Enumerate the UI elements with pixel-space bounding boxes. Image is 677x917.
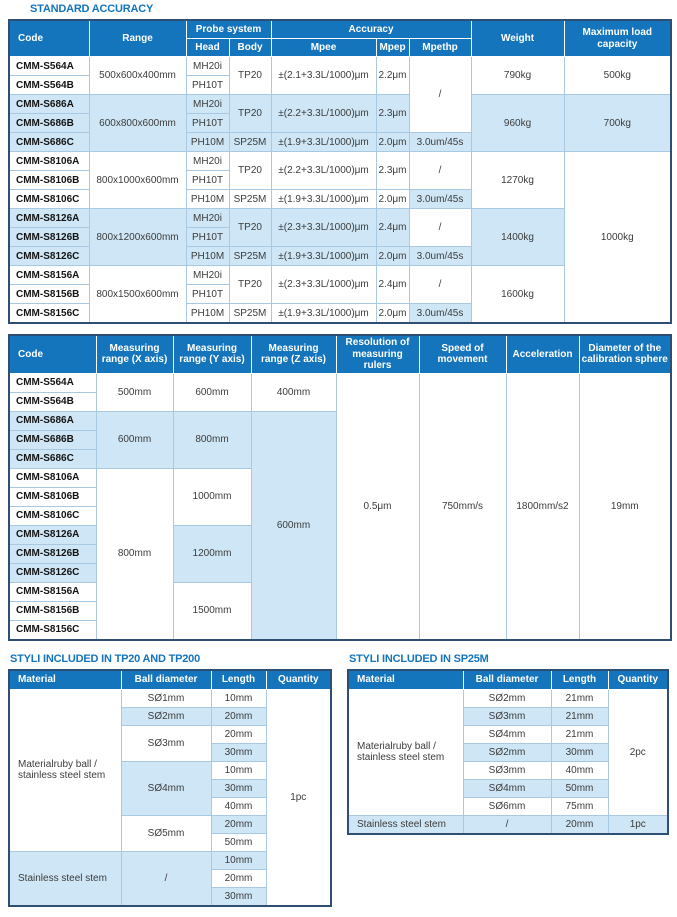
table-cell: PH10T xyxy=(186,76,229,95)
column-header: Measuring range (X axis) xyxy=(96,335,173,373)
styli-sp25m-block xyxy=(347,653,669,835)
column-header: Length xyxy=(551,670,608,690)
table-row xyxy=(9,373,671,392)
code-cell: CMM-S686A xyxy=(9,95,89,114)
code-cell: CMM-S8106B xyxy=(9,171,89,190)
table-cell: 3.0um/45s xyxy=(409,247,471,266)
column-header: Quantity xyxy=(608,670,668,690)
styli-tp20-block xyxy=(8,653,332,907)
table-cell: 20mm xyxy=(211,869,266,887)
table-cell: SP25M xyxy=(229,247,271,266)
column-header: Ball diameter xyxy=(463,670,551,690)
column-header: Speed of movement xyxy=(419,335,506,373)
code-cell: CMM-S8106A xyxy=(9,152,89,171)
table-cell: SØ1mm xyxy=(121,689,211,707)
table-cell: 1000kg xyxy=(564,152,671,324)
table-cell: 600mm xyxy=(251,411,336,640)
table-cell: 2.4μm xyxy=(376,209,409,247)
table-cell: 2.0μm xyxy=(376,190,409,209)
table-cell: SP25M xyxy=(229,133,271,152)
code-cell: CMM-S564A xyxy=(9,373,96,392)
table-cell: PH10T xyxy=(186,228,229,247)
table-cell: ±(2.2+3.3L/1000)μm xyxy=(271,95,376,133)
table-cell: 750mm/s xyxy=(419,373,506,640)
table-cell: PH10M xyxy=(186,247,229,266)
table-cell: 30mm xyxy=(211,779,266,797)
table-cell: 20mm xyxy=(211,707,266,725)
column-header: Diameter of the calibration sphere xyxy=(579,335,671,373)
table-cell: / xyxy=(409,152,471,190)
table-cell: / xyxy=(121,851,211,906)
table-cell: 500mm xyxy=(96,373,173,411)
code-cell: CMM-S8126B xyxy=(9,228,89,247)
table-cell: Stainless steel stem xyxy=(348,815,463,834)
table-cell: 1500mm xyxy=(173,582,251,640)
section-title-styli-tp20: STYLI INCLUDED IN TP20 AND TP200 xyxy=(10,652,201,665)
table-cell: SØ3mm xyxy=(463,707,551,725)
column-header: Material xyxy=(348,670,463,690)
table-cell: Materialruby ball / stainless steel stem xyxy=(9,689,121,851)
table-cell: 2.0μm xyxy=(376,247,409,266)
table-cell: 19mm xyxy=(579,373,671,640)
code-cell: CMM-S8126A xyxy=(9,525,96,544)
column-header: Material xyxy=(9,670,121,690)
table-cell: 10mm xyxy=(211,851,266,869)
table-cell: MH20i xyxy=(186,95,229,114)
column-header: Acceleration xyxy=(506,335,579,373)
table-cell: SØ3mm xyxy=(121,725,211,761)
table-cell: 1600kg xyxy=(471,266,564,324)
table-cell: 3.0um/45s xyxy=(409,304,471,324)
styli-tp20-table xyxy=(8,669,332,907)
code-cell: CMM-S8156A xyxy=(9,582,96,601)
table-cell: ±(1.9+3.3L/1000)μm xyxy=(271,190,376,209)
table-cell: 1800mm/s2 xyxy=(506,373,579,640)
styli-sp25m-table xyxy=(347,669,669,835)
code-cell: CMM-S8126C xyxy=(9,247,89,266)
column-header: Measuring range (Z axis) xyxy=(251,335,336,373)
code-cell: CMM-S8106A xyxy=(9,468,96,487)
table-cell: 600mm xyxy=(173,373,251,411)
table-cell: 1400kg xyxy=(471,209,564,266)
table-cell: SØ2mm xyxy=(463,743,551,761)
table-cell: 20mm xyxy=(211,725,266,743)
header-row xyxy=(9,20,671,39)
measuring-range-table xyxy=(8,334,672,641)
code-cell: CMM-S8106B xyxy=(9,487,96,506)
table-cell: 50mm xyxy=(551,779,608,797)
column-header: Code xyxy=(9,20,89,57)
table-cell: 800mm xyxy=(173,411,251,468)
column-header: Probe system xyxy=(186,20,271,39)
table-cell: / xyxy=(409,209,471,247)
code-cell: CMM-S686B xyxy=(9,430,96,449)
table-cell: SØ3mm xyxy=(463,761,551,779)
table-cell: Materialruby ball / stainless steel stem xyxy=(348,689,463,815)
column-header: Head xyxy=(186,39,229,57)
table-cell: 700kg xyxy=(564,95,671,152)
column-header: Weight xyxy=(471,20,564,57)
column-header: Range xyxy=(89,20,186,57)
section-title-standard-accuracy: STANDARD ACCURACY xyxy=(30,3,154,15)
column-header: Measuring range (Y axis) xyxy=(173,335,251,373)
table-cell: SP25M xyxy=(229,190,271,209)
column-header: Code xyxy=(9,335,96,373)
column-header: Accuracy xyxy=(271,20,471,39)
column-header: Mpep xyxy=(376,39,409,57)
code-cell: CMM-S686C xyxy=(9,133,89,152)
table-cell: 40mm xyxy=(211,797,266,815)
code-cell: CMM-S8126B xyxy=(9,544,96,563)
table-cell: TP20 xyxy=(229,57,271,95)
header-row xyxy=(9,335,671,373)
table-cell: 21mm xyxy=(551,689,608,707)
table-cell: PH10M xyxy=(186,190,229,209)
table-cell: 800x1500x600mm xyxy=(89,266,186,324)
styli-section xyxy=(8,653,677,907)
table-cell: 40mm xyxy=(551,761,608,779)
table-cell: 30mm xyxy=(211,743,266,761)
code-cell: CMM-S686A xyxy=(9,411,96,430)
table-cell: PH10T xyxy=(186,114,229,133)
section-title-styli-sp25m: STYLI INCLUDED IN SP25M xyxy=(349,652,489,665)
code-cell: CMM-S8106C xyxy=(9,506,96,525)
table-cell: 500x600x400mm xyxy=(89,57,186,95)
table-cell: ±(2.3+3.3L/1000)μm xyxy=(271,209,376,247)
table-cell: 20mm xyxy=(211,815,266,833)
table-cell: 1200mm xyxy=(173,525,251,582)
header-row xyxy=(9,670,331,690)
table-cell: 3.0um/45s xyxy=(409,190,471,209)
table-cell: 1pc xyxy=(608,815,668,834)
table-cell: 75mm xyxy=(551,797,608,815)
code-cell: CMM-S564B xyxy=(9,392,96,411)
table-cell: ±(1.9+3.3L/1000)μm xyxy=(271,304,376,324)
table-cell: Stainless steel stem xyxy=(9,851,121,906)
table-cell: 960kg xyxy=(471,95,564,152)
table-cell: 21mm xyxy=(551,725,608,743)
column-header: Length xyxy=(211,670,266,690)
table-cell: 30mm xyxy=(211,887,266,906)
table-cell: MH20i xyxy=(186,266,229,285)
table-cell: SØ5mm xyxy=(121,815,211,851)
column-header: Mpee xyxy=(271,39,376,57)
table-cell: ±(2.3+3.3L/1000)μm xyxy=(271,266,376,304)
table-cell: TP20 xyxy=(229,152,271,190)
table-cell: ±(1.9+3.3L/1000)μm xyxy=(271,133,376,152)
code-cell: CMM-S8106C xyxy=(9,190,89,209)
code-cell: CMM-S8156B xyxy=(9,601,96,620)
table-cell: MH20i xyxy=(186,152,229,171)
table-cell: 800x1200x600mm xyxy=(89,209,186,266)
column-header: Resolution of measuring rulers xyxy=(336,335,419,373)
table-cell: PH10M xyxy=(186,304,229,324)
table-cell: 800x1000x600mm xyxy=(89,152,186,209)
table-cell: SP25M xyxy=(229,304,271,324)
table-cell: 10mm xyxy=(211,689,266,707)
table-cell: / xyxy=(409,57,471,133)
table-cell: SØ2mm xyxy=(463,689,551,707)
table-cell: PH10T xyxy=(186,285,229,304)
table-cell: ±(2.2+3.3L/1000)μm xyxy=(271,152,376,190)
table-cell: / xyxy=(463,815,551,834)
table-cell: TP20 xyxy=(229,209,271,247)
table-cell: 2.3μm xyxy=(376,152,409,190)
code-cell: CMM-S8156C xyxy=(9,304,89,324)
table-cell: 2pc xyxy=(608,689,668,815)
table-cell: 500kg xyxy=(564,57,671,95)
code-cell: CMM-S8156C xyxy=(9,620,96,640)
table-cell: 600mm xyxy=(96,411,173,468)
table-cell: 3.0um/45s xyxy=(409,133,471,152)
table-cell: PH10T xyxy=(186,171,229,190)
table-row xyxy=(348,689,668,707)
table-cell: 10mm xyxy=(211,761,266,779)
table-cell: 400mm xyxy=(251,373,336,411)
table-row xyxy=(9,152,671,171)
table-cell: 0.5μm xyxy=(336,373,419,640)
column-header: Ball diameter xyxy=(121,670,211,690)
table-cell: MH20i xyxy=(186,209,229,228)
table-cell: 2.3μm xyxy=(376,95,409,133)
table-cell: 1pc xyxy=(266,689,331,906)
table-cell: PH10M xyxy=(186,133,229,152)
table-cell: 30mm xyxy=(551,743,608,761)
table-cell: 1270kg xyxy=(471,152,564,209)
column-header: Body xyxy=(229,39,271,57)
table-cell: 2.0μm xyxy=(376,133,409,152)
table-cell: 800mm xyxy=(96,468,173,640)
code-cell: CMM-S564B xyxy=(9,76,89,95)
code-cell: CMM-S8126A xyxy=(9,209,89,228)
column-header: Quantity xyxy=(266,670,331,690)
table-row xyxy=(348,815,668,834)
code-cell: CMM-S686B xyxy=(9,114,89,133)
table-row xyxy=(9,95,671,114)
table-cell: SØ2mm xyxy=(121,707,211,725)
code-cell: CMM-S8126C xyxy=(9,563,96,582)
table-cell: SØ4mm xyxy=(463,779,551,797)
table-cell: 2.4μm xyxy=(376,266,409,304)
table-cell: 2.0μm xyxy=(376,304,409,324)
standard-accuracy-table xyxy=(8,19,672,324)
table-row xyxy=(9,57,671,76)
table-cell: TP20 xyxy=(229,95,271,133)
column-header: Mpethp xyxy=(409,39,471,57)
table-cell: MH20i xyxy=(186,57,229,76)
table-cell: SØ6mm xyxy=(463,797,551,815)
code-cell: CMM-S564A xyxy=(9,57,89,76)
table-cell: 50mm xyxy=(211,833,266,851)
table-cell: SØ4mm xyxy=(121,761,211,815)
table-cell: ±(1.9+3.3L/1000)μm xyxy=(271,247,376,266)
table-row xyxy=(9,689,331,707)
code-cell: CMM-S8156B xyxy=(9,285,89,304)
table-cell: SØ4mm xyxy=(463,725,551,743)
table-cell: / xyxy=(409,266,471,304)
code-cell: CMM-S8156A xyxy=(9,266,89,285)
header-row xyxy=(348,670,668,690)
table-cell: 1000mm xyxy=(173,468,251,525)
table-cell: 600x800x600mm xyxy=(89,95,186,152)
table-cell: 790kg xyxy=(471,57,564,95)
code-cell: CMM-S686C xyxy=(9,449,96,468)
column-header: Maximum load capacity xyxy=(564,20,671,57)
table-cell: TP20 xyxy=(229,266,271,304)
table-cell: ±(2.1+3.3L/1000)μm xyxy=(271,57,376,95)
table-cell: 20mm xyxy=(551,815,608,834)
table-cell: 2.2μm xyxy=(376,57,409,95)
table-cell: 21mm xyxy=(551,707,608,725)
